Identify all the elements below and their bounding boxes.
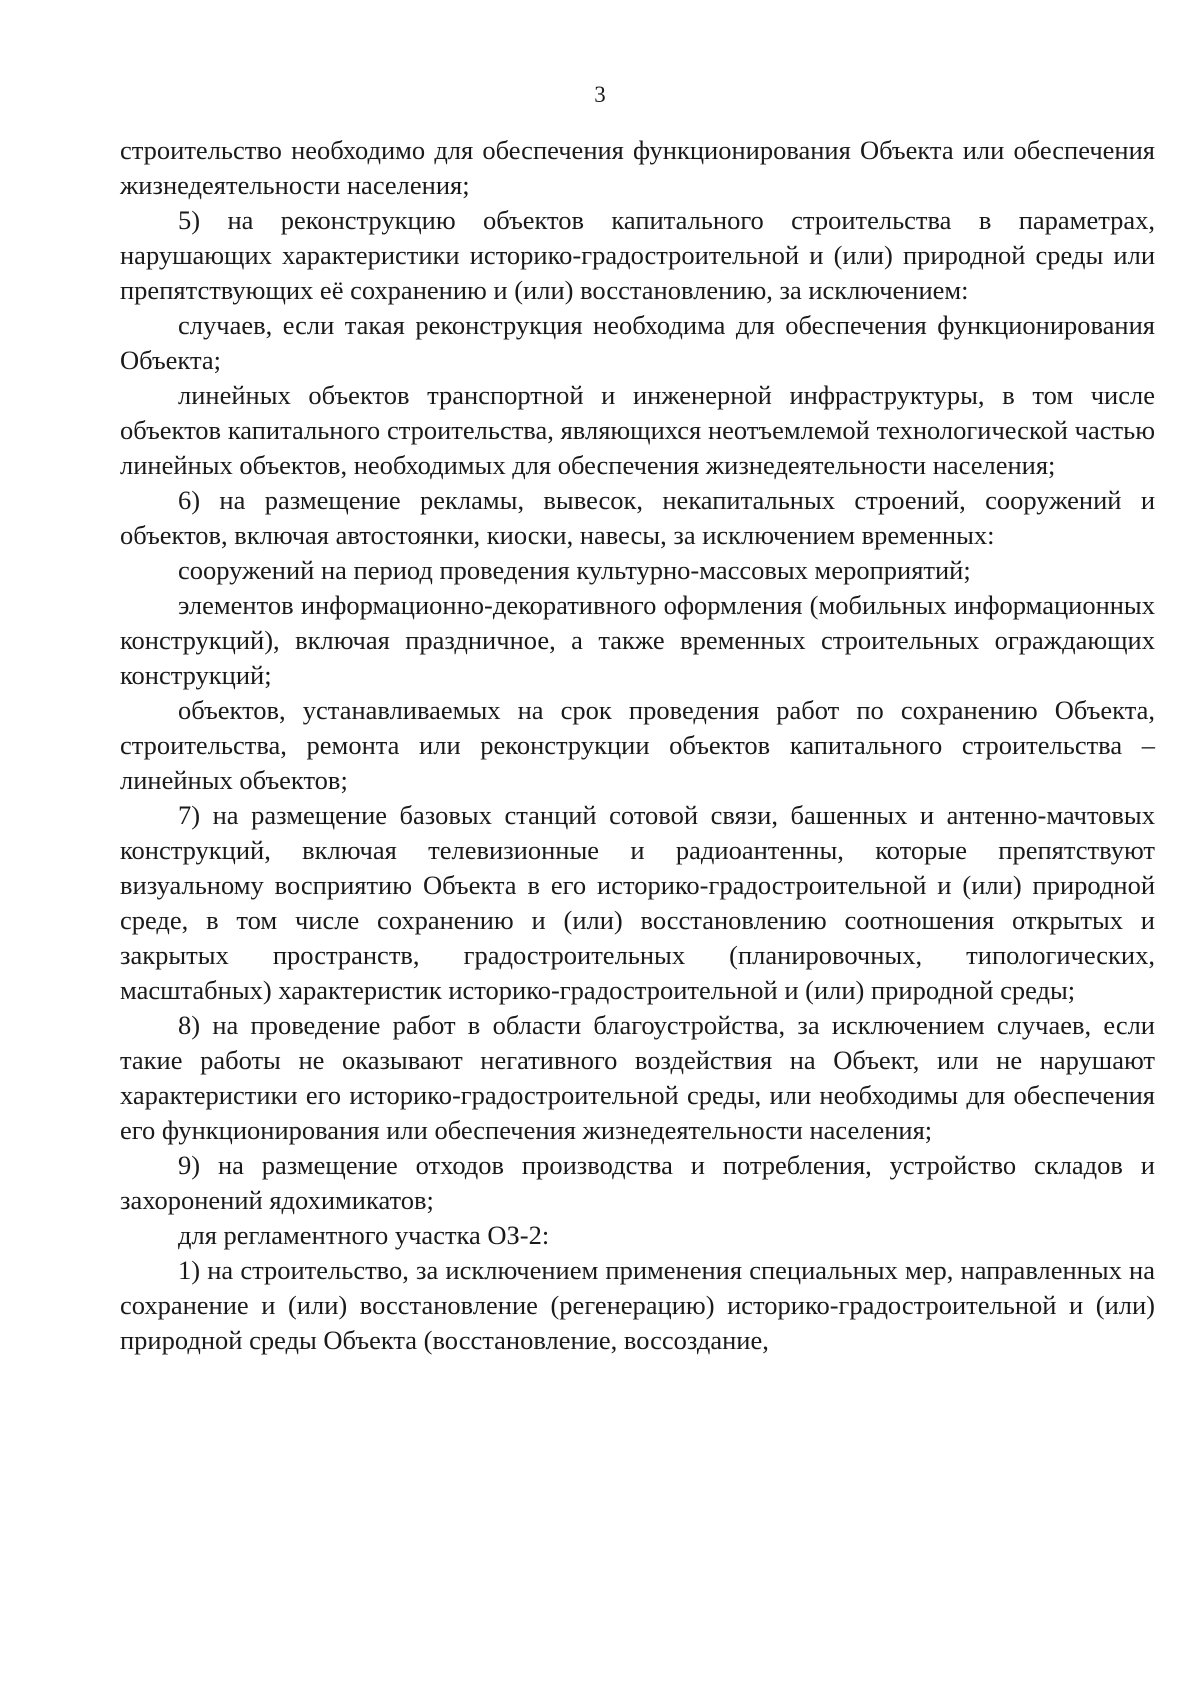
paragraph: 1) на строительство, за исключением применения специальных мер, направленных на сохранение и (или) восстановление (регенерацию) историко-градостроительной и (или) природной среды Объекта (восстановление, воссоздание,: [120, 1255, 1155, 1355]
paragraph: объектов, устанавливаемых на срок проведения работ по сохранению Объекта, строительства, ремонта или реконструкции объектов капитального строительства – линейных объектов;: [120, 695, 1155, 795]
page-number: 3: [594, 82, 606, 107]
paragraph: строительство необходимо для обеспечения функционирования Объекта или обеспечения жизнедеятельности населения;: [120, 135, 1155, 200]
paragraph: 9) на размещение отходов производства и потребления, устройство складов и захоронений ядохимикатов;: [120, 1150, 1155, 1215]
paragraph: элементов информационно-декоративного оформления (мобильных информационных конструкций), включая праздничное, а также временных строительных ограждающих конструкций;: [120, 590, 1155, 690]
paragraph: сооружений на период проведения культурно-массовых мероприятий;: [178, 555, 971, 585]
paragraph: случаев, если такая реконструкция необходима для обеспечения функционирования Объекта;: [120, 310, 1155, 375]
document-body: [120, 133, 1155, 1358]
paragraph: 6) на размещение рекламы, вывесок, некапитальных строений, сооружений и объектов, включая автостоянки, киоски, навесы, за исключением временных:: [120, 485, 1155, 550]
paragraph: линейных объектов транспортной и инженерной инфраструктуры, в том числе объектов капитального строительства, являющихся неотъемлемой технологической частью линейных объектов, необходимых для обеспечения жизнедеятельности населения;: [120, 380, 1155, 480]
paragraph: 7) на размещение базовых станций сотовой связи, башенных и антенно-мачтовых конструкций, включая телевизионные и радиоантенны, которые препятствуют визуальному восприятию Объекта в его историко-градостроительной и (или) природной среде, в том числе сохранению и (или) восстановлению соотношения открытых и закрытых пространств, градостроительных (планировочных, типологических, масштабных) характеристик историко-градостроительной и (или) природной среды;: [120, 800, 1155, 1005]
paragraph: 8) на проведение работ в области благоустройства, за исключением случаев, если такие работы не оказывают негативного воздействия на Объект, или не нарушают характеристики его историко-градостроительной среды, или необходимы для обеспечения его функционирования или обеспечения жизнедеятельности населения;: [120, 1010, 1155, 1145]
paragraph: для регламентного участка ОЗ-2:: [178, 1220, 550, 1250]
paragraph: 5) на реконструкцию объектов капитального строительства в параметрах, нарушающих характеристики историко-градостроительной и (или) природной среды или препятствующих её сохранению и (или) восстановлению, за исключением:: [120, 205, 1155, 305]
